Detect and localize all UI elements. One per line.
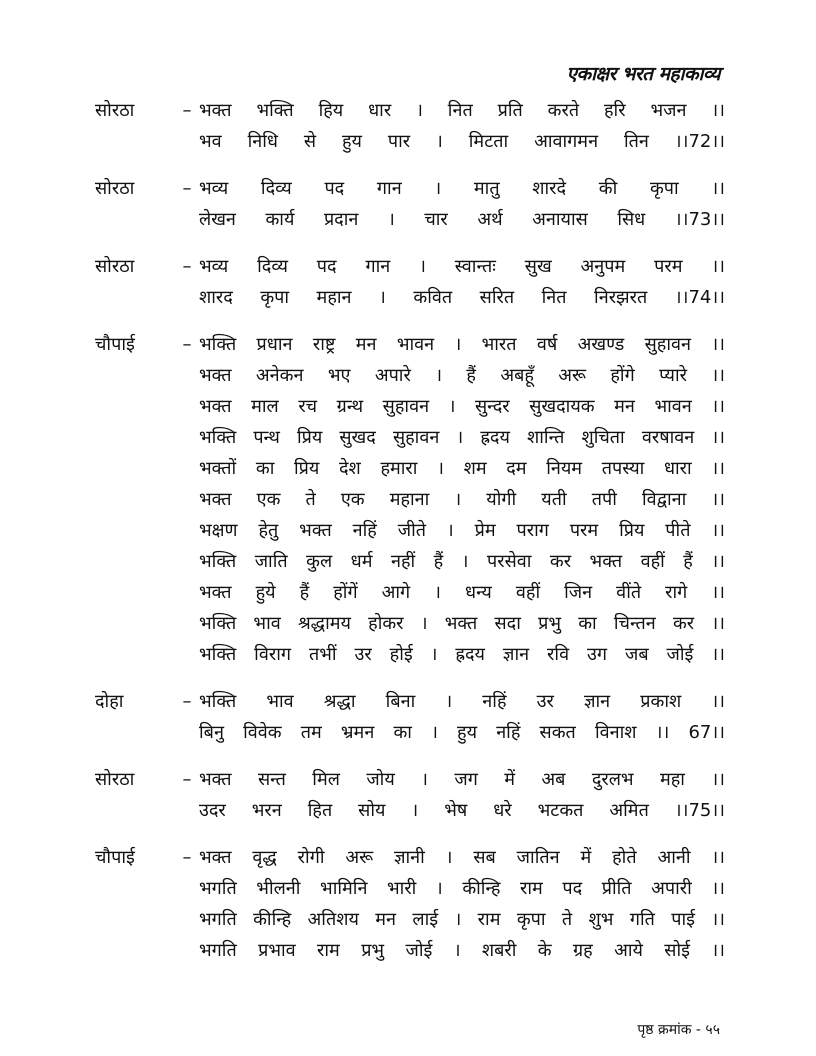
verse-type-label: सोरठा xyxy=(95,769,135,790)
verse-line: भक्ति पन्थ प्रिय सुखद सुहावन । ह्रदय शान्ति शुचिता वरषावन ।। xyxy=(199,427,725,448)
verse-lines xyxy=(199,329,725,670)
verse-line: भक्ति विराग तभीं उर होई । ह्रदय ज्ञान रवि उग जब जोई ।। xyxy=(199,644,725,665)
verse-type-label: चौपाई xyxy=(95,847,135,868)
verse-line: भक्ति भाव श्रद्धामय होकर । भक्त सदा प्रभु का चिन्तन कर ।। xyxy=(199,613,725,634)
verse-type-label: सोरठा xyxy=(95,100,135,121)
verse-dash: – xyxy=(182,178,192,199)
verse-line: भक्षण हेतु भक्त नहिं जीते । प्रेम पराग परम प्रिय पीते ।। xyxy=(199,520,725,541)
verse-dash: – xyxy=(182,691,192,712)
verse-content xyxy=(95,95,725,980)
verse-line: भव्य दिव्य पद गान । मातु शारदे की कृपा ।। xyxy=(199,178,725,199)
verse-line: उदर भरन हित सोय । भेष धरे भटकत अमित ।।75।। xyxy=(199,800,725,821)
verse-line: भक्ति जाति कुल धर्म नहीं हैं । परसेवा कर भक्त वहीं हैं ।। xyxy=(199,551,725,572)
verse-line: भक्त माल रच ग्रन्थ सुहावन । सुन्दर सुखदायक मन भावन ।। xyxy=(199,396,725,417)
stanza-chaupai-2 xyxy=(95,842,725,966)
verse-lines xyxy=(199,686,725,748)
verse-line: बिनु विवेक तम भ्रमन का । हुय नहिं सकत विनाश ।। 67।। xyxy=(199,722,725,743)
verse-dash: – xyxy=(182,100,192,121)
verse-lines xyxy=(199,842,725,966)
verse-lines xyxy=(199,173,725,235)
verse-line: लेखन कार्य प्रदान । चार अर्थ अनायास सिध ।।73।। xyxy=(199,209,725,230)
book-title-header: एकाक्षर भरत महाकाव्य xyxy=(566,63,720,85)
verse-type-label: सोरठा xyxy=(95,256,135,277)
verse-line: भक्त सन्त मिल जोय । जग में अब दुरलभ महा ।। xyxy=(199,769,725,790)
verse-line: भक्ति प्रधान राष्ट्र मन भावन । भारत वर्ष अखण्ड सुहावन ।। xyxy=(199,334,725,355)
verse-dash: – xyxy=(182,256,192,277)
verse-line: भक्त वृद्ध रोगी अरू ज्ञानी । सब जातिन में होते आनी ।। xyxy=(199,847,725,868)
verse-line: शारद कृपा महान । कवित सरित नित निरझरत ।।74।। xyxy=(199,287,725,308)
verse-line: भक्ति भाव श्रद्धा बिना । नहिं उर ज्ञान प्रकाश ।। xyxy=(199,691,725,712)
verse-line: भक्त भक्ति हिय धार । नित प्रति करते हरि भजन ।। xyxy=(199,100,725,121)
verse-line: भक्त अनेकन भए अपारे । हैं अबहूँ अरू होंगे प्यारे ।। xyxy=(199,365,725,386)
verse-lines xyxy=(199,251,725,313)
stanza-soratha-74 xyxy=(95,251,725,313)
verse-line: भव निधि से हुय पार । मिटता आवागमन तिन ।।72।। xyxy=(199,131,725,152)
stanza-doha-67 xyxy=(95,686,725,748)
stanza-soratha-73 xyxy=(95,173,725,235)
verse-line: भक्त एक ते एक महाना । योगी यती तपी विद्वाना ।। xyxy=(199,489,725,510)
verse-type-label: दोहा xyxy=(95,691,124,712)
page-number: पृष्ठ क्रमांक - ५५ xyxy=(637,1022,720,1038)
verse-dash: – xyxy=(182,769,192,790)
verse-line: भगति भीलनी भामिनि भारी । कीन्हि राम पद प्रीति अपारी ।। xyxy=(199,878,725,899)
stanza-soratha-75 xyxy=(95,764,725,826)
verse-dash: – xyxy=(182,847,192,868)
verse-line: भक्त हुये हैं होंगें आगे । धन्य वहीं जिन वींते रागे ।। xyxy=(199,582,725,603)
verse-line: भगति प्रभाव राम प्रभु जोई । शबरी के ग्रह आये सोई ।। xyxy=(199,940,725,961)
verse-lines xyxy=(199,95,725,157)
verse-line: भक्तों का प्रिय देश हमारा । शम दम नियम तपस्या धारा ।। xyxy=(199,458,725,479)
verse-dash: – xyxy=(182,334,192,355)
verse-line: भव्य दिव्य पद गान । स्वान्तः सुख अनुपम परम ।। xyxy=(199,256,725,277)
stanza-soratha-72 xyxy=(95,95,725,157)
verse-line: भगति कीन्हि अतिशय मन लाई । राम कृपा ते शुभ गति पाई ।। xyxy=(199,909,725,930)
verse-type-label: चौपाई xyxy=(95,334,135,355)
verse-type-label: सोरठा xyxy=(95,178,135,199)
stanza-chaupai-1 xyxy=(95,329,725,670)
verse-lines xyxy=(199,764,725,826)
